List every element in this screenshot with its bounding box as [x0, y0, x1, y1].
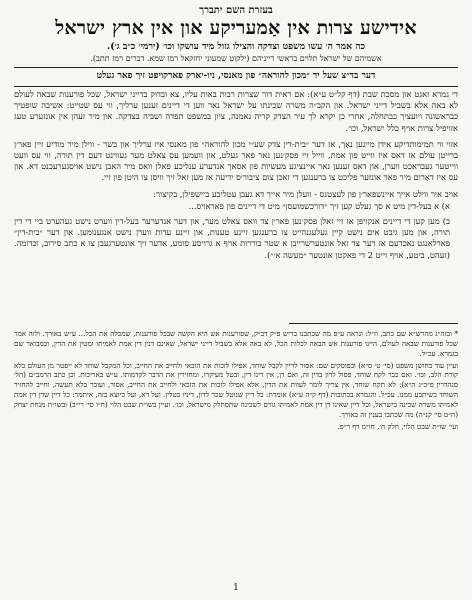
byline: דער בד״צ שעל יד ״מכון להוראה״ פון מאנסי, ניו-יארק פארקויפט זיך פאר געלט	[96, 71, 376, 81]
invocation-header: בעזרת השם יתברך	[199, 5, 273, 16]
body-text	[14, 89, 458, 261]
byline-rule	[14, 86, 458, 87]
header-rule	[14, 67, 458, 68]
footnote-2: ועיין עוד בחושן משפט (סי׳ ט׳ ס״א) ובפוסקים שם: אסור לדיין לקבל שוחד, אפילו לזכות את הזכאי ולחייב את החייב, וכל המקבל שוחד לא ייפטר מן העולם בלא קורת הלב, וכו׳. ואם כבר לקח שוחד, פסול לדון בדין זה, ואם דן, אין דינו דין, ובטל מעיקרו, ומחזירין את הדבר לקדמותו. ע״ש באריכות. וכן כתב הרמב״ם (הל׳ סנהדרין פ״כ״ג ה״א): לא תקח שוחד, אין צריך לומר לעוות את הדין, אלא אפילו לזכות את הזכאי ולחייב את החייב, אסור, ועובר בלא תעשה, וחייב להחזיר השוחד כשיתבע ממנו. עכ״ל. והגמרא בכתובות (דף ק״ה ע״א) אומרת: כל דיין שנוטל שכר לדון, דיניו בטלין. ועל דא, ועל כיוצא בזה, איתמר: כל דיין שדן דין אמת לאמיתו משרה שכינה בישראל, וכל דיין שאינו דן דין אמת לאמיתו גורם לשכינה שתסתלק מישראל, וכו׳. ועיין בשו״ת שבט הלוי (ח״ו סי׳ רי״ב) ובשו״ת מנחת יצחק (ח״ט סי׳ קנ״ה) מה שכתבו בענין זה באורך.	[14, 360, 458, 420]
main-title: אידישע צרות אין אַמעריקע און אין ארץ ישראל	[55, 17, 417, 39]
list-item-a: א) א בעל-דין מיט א סך געלט קען זיך ״דורכשמועסן״ מיט די דיינים פון פאראויס...	[188, 200, 450, 211]
paragraph-3-intro: אויב איר ווילט אייך איינשפאר׳ן פון לעצטנס - וועלן מיר אייך דא געבן עטליכע ביישפילן, בקיצור:	[153, 188, 458, 199]
blank-space	[14, 265, 458, 319]
footnotes	[14, 329, 458, 432]
subtitle-quote: כה אמר ה׳ עשו משפט וצדקה והצילו גזול מיד עושקו וכו׳ (ירמי׳ כ״ב ג׳).	[107, 41, 365, 52]
paragraph-2: אזוי ווי תמימותדיקע אידן מיינען נאָך, אז דער ״בית-דין צדק שע״י מכון להוראה״ פון מאנסי איז ערליך און כשר - ווילן מיר מודיע זיין פאר׳ן ברייטן עולם אז דאס איז ווייט פון אמת, ווייל זיי פסק׳נען נאר פאר געלט, און וועמען עס צאלט מער געווינט דעם דין תורה, ווי עס וועט ווייטער געבראכט ווערן, און דאס זענען נאר איינציגע מעשיות פון אסאך אנדערע ענליכע פאלן וואס מיר האבן נישט אויסגערעכנט דא. און עס איז דאַרום מיר פאר אונזער פליכט צו ברענגען די זאכן צום ציבור׳ס ידיעה אז מען זאל זיך וויסן צו היטן פון זיי.	[14, 138, 458, 183]
footnote-1: * ובזה״ג מהרש״א שם כתב, וז״ל: ונראה ע״פ מה שכתבנו בריש פ״ק דב״ק, שפורענות אש היא הקשה שבכל פורענות, שמכלה את הכל... ע״ש באורך. ולזה אמר שכל פורענות שבאה לעולם, היינו פורענות אש הבאה לכלות הכל, לא באה אלא בשביל דייני ישראל, שאינם דנין דין אמת לאמיתו ומטין את הדין, וכמבואר שם בגמרא. עכ״ל.	[14, 328, 458, 358]
page-number: 1	[233, 583, 239, 593]
paragraph-1: די גמרא זאגט און מסכת שבת (דף קל״ט ע״א): אם ראית דור שצרות רבות באות עליו, צא ובדוק בדייני ישראל, שכל פורענות שבאה לעולם לא באה אלא בשביל דייני ישראל. און הקב״ה משרה שכינתו על ישראל נאר ווען די דיינים זענען ערליך, ווי עס שטייט: אשיבה שופטיך כבראשונה ויועציך כבתחלה, אחרי כן יקרא לך עיר הצדק קריה נאמנה, ציון במשפט תפדה ושביה בצדקה. און מיר זעהן אין אונזערע טעג אזויפיל צרות אויף כלל ישראל, וכו׳.	[14, 89, 458, 133]
source-citation: אשמיהם של ישראל תלוים בראשי דייניהם (ילקוט שמעוני יחזקאל רמז שמא. דברים רמז תתב).	[90, 54, 382, 63]
list-item-b: ב) מען קען די דיינים אנקויפן אז זיי זאלן פסק׳נען פאר׳ן צד וואס צאלט מער, און דער אנדערער בעל-דין ווערט נישט געהערט ביי די דין תורה, און מען גיבט אים נישט קיין געלעגנהייט צו ברענגען זיינע טענות, און זיינע עדות ווערן נישט אנגענומען. און דער ״בית-דין״ פארלאנגט נאכדעם אז דער צד זאל אונטערשרייבן א שטר בוררות אויף א גרויסע סומע, אדער זיך אונטערגעבן צו א כתב סירוב, וכדומה. (זעהט, ביטע, אויף זייט 2 די פאקטן אונטער ״מעשה א׳״).	[14, 216, 450, 260]
footnote-rule	[289, 323, 458, 324]
footnote-3: ועי׳ שו״ת שבט הלוי, חלק ח׳, חו״מ דף ר״פ.	[337, 422, 458, 431]
